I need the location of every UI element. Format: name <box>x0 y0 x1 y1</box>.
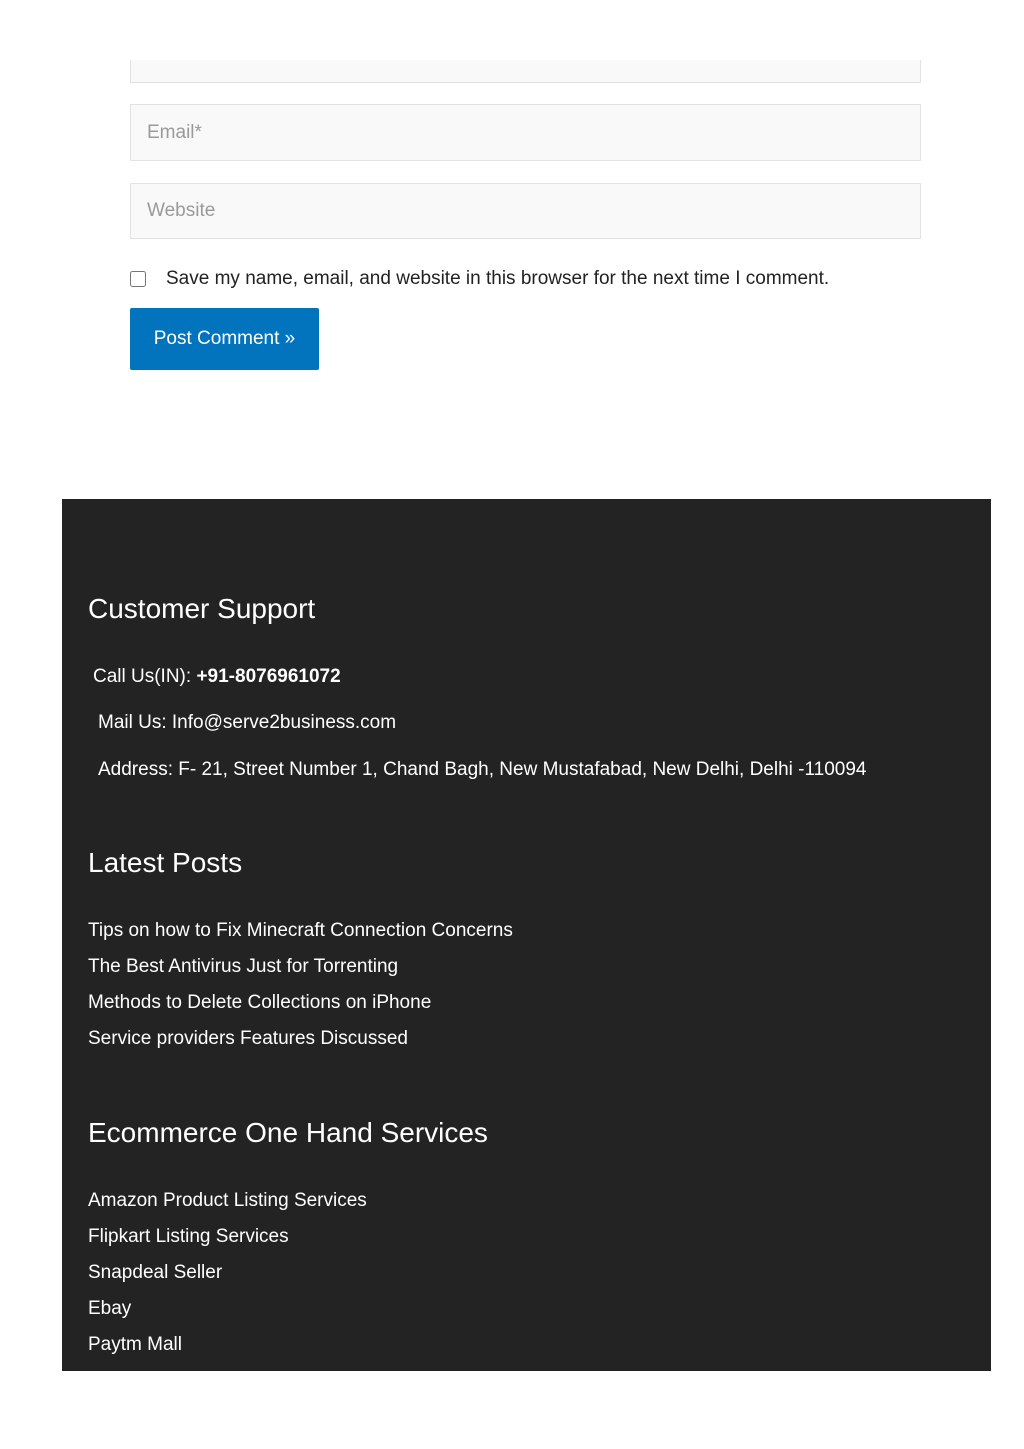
service-link[interactable]: Amazon Product Listing Services <box>88 1190 367 1211</box>
phone-number: +91-8076961072 <box>196 666 341 687</box>
ecommerce-services-title: Ecommerce One Hand Services <box>88 1117 488 1148</box>
mail-us-line: Mail Us: Info@serve2business.com <box>98 712 397 733</box>
customer-support-title: Customer Support <box>88 593 316 624</box>
post-comment-button[interactable]: Post Comment » <box>130 308 319 370</box>
name-field[interactable] <box>130 60 921 83</box>
latest-post-link[interactable]: The Best Antivirus Just for Torrenting <box>88 956 399 977</box>
service-link[interactable]: Paytm Mall <box>88 1334 182 1355</box>
latest-posts-title: Latest Posts <box>88 847 243 878</box>
footer <box>62 499 991 1371</box>
website-field[interactable] <box>130 183 921 239</box>
email-field[interactable] <box>130 104 921 161</box>
service-link[interactable]: Ebay <box>88 1298 132 1319</box>
service-link[interactable]: Snapdeal Seller <box>88 1262 223 1283</box>
latest-post-link[interactable]: Service providers Features Discussed <box>88 1028 408 1049</box>
call-us-line <box>93 666 341 688</box>
call-us-label: Call Us(IN): <box>93 666 197 687</box>
consent-checkbox[interactable] <box>130 271 146 287</box>
latest-post-link[interactable]: Methods to Delete Collections on iPhone <box>88 992 432 1013</box>
consent-row <box>130 267 830 291</box>
service-link[interactable]: Flipkart Listing Services <box>88 1226 289 1247</box>
address-line: Address: F- 21, Street Number 1, Chand Bagh, New Mustafabad, New Delhi, Delhi -110094 <box>98 759 867 780</box>
latest-post-link[interactable]: Tips on how to Fix Minecraft Connection Concerns <box>88 920 513 941</box>
consent-label: Save my name, email, and website in this browser for the next time I comment. <box>166 268 830 289</box>
